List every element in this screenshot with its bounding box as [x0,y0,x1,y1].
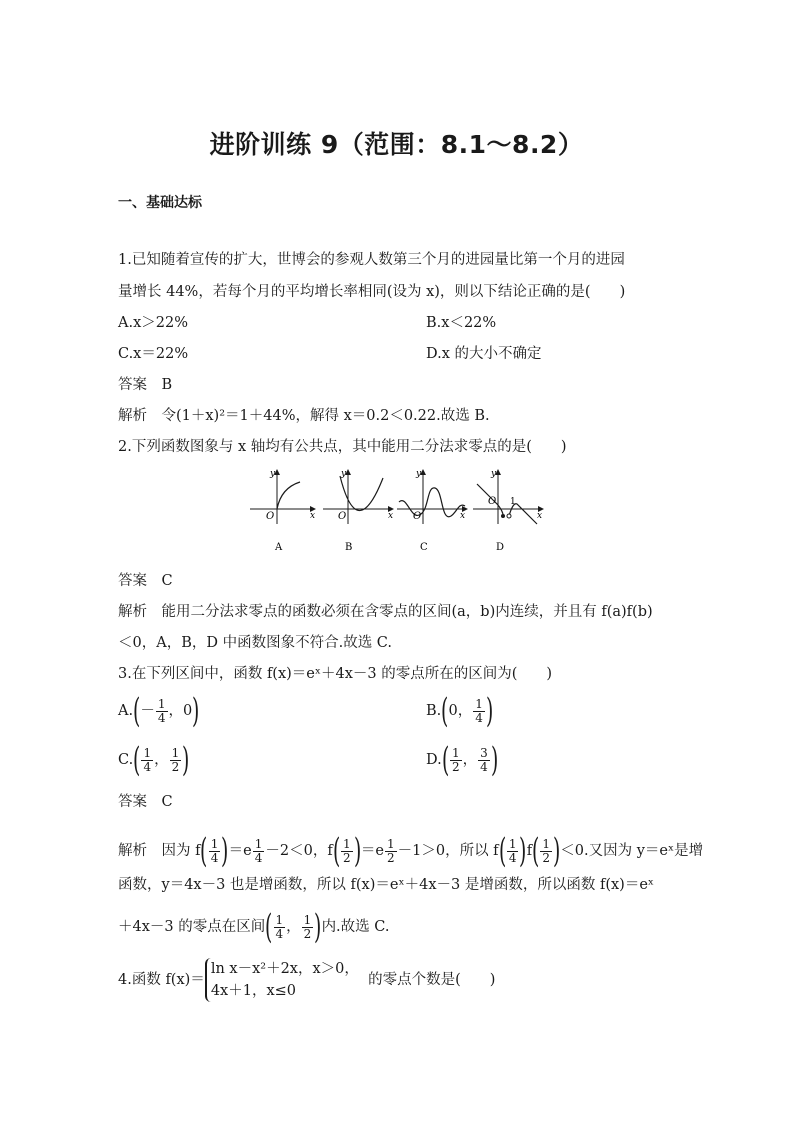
graph-a-y-label: y [270,469,276,479]
q3-answer: 答案 C [118,794,173,810]
graph-d-label: D [496,542,505,553]
graph-c-x-label: x [460,511,466,521]
q3-solution-line1: 解析 因为 f( $\frac{1}{4}$ )＝e $\frac{1}{4}$ －2＜0，f( $\frac{1}{2}$ )＝e $\frac{1}{2}$ －1＞0，所以 f( $\frac{1}{4}$ )f( $\frac{1}{2}$ )＜0.又因为 y＝eˣ是增 [118,831,704,871]
q3-option-d: D.( $\frac{1}{2}$ ， $\frac{3}{4}$ ) [426,740,499,780]
graph-a-label: A [275,542,283,553]
q1-stem-line2: 量增长 44%，若每个月的平均增长率相同(设为 x)，则以下结论正确的是( ) [118,284,626,300]
graph-c-y-label: y [416,469,422,479]
q3-option-a: A.(－ $\frac{1}{4}$ ，0) [118,691,200,731]
graph-b [323,469,393,553]
page-title: 进阶训练 9（范围：8.1～8.2） [209,130,584,159]
graph-a-x-label: x [310,511,316,521]
q1-stem-line1: 1.已知随着宣传的扩大，世博会的参观人数第三个月的进园量比第一个月的进园 [118,252,625,268]
graph-c-label: C [420,542,428,553]
graph-d-tick-one: 1 [510,497,516,507]
graph-b-origin: O [338,511,347,522]
q4-piecewise-function: ln x－x²＋2x，x＞0， 4x＋1，x≤0 [205,958,359,1002]
q3-solution-line3: ＋4x－3 的零点在区间( $\frac{1}{4}$ ， $\frac{1}{2}$ )内.故选 C. [118,907,390,947]
graph-d-x-label: x [537,511,543,521]
graph-d [473,469,543,553]
q3-stem: 3.在下列区间中，函数 f(x)＝eˣ＋4x－3 的零点所在的区间为( ) [118,666,553,682]
graph-b-y-label: y [341,469,347,479]
q2-stem: 2.下列函数图象与 x 轴均有公共点，其中能用二分法求零点的是( ) [118,439,567,455]
q3-option-b: B.(0， $\frac{1}{4}$ ) [426,691,494,731]
q1-option-b: B.x＜22% [426,315,497,331]
section-heading: 一、基础达标 [118,195,202,211]
graph-d-origin: O [488,496,497,507]
q1-solution: 解析 令(1＋x)²＝1＋44%，解得 x＝0.2＜0.22.故选 B. [118,408,490,424]
graph-c-origin: O [413,511,422,522]
q2-solution-line1: 解析 能用二分法求零点的函数必须在含零点的区间(a，b)内连续，并且有 f(a)f(b) [118,604,653,620]
q2-solution-line2: ＜0，A，B，D 中函数图象不符合.故选 C. [118,635,392,651]
q2-answer: 答案 C [118,573,173,589]
q1-option-d: D.x 的大小不确定 [426,346,542,362]
q1-answer: 答案 B [118,377,173,393]
graph-a [250,469,315,553]
graph-d-y-label: y [491,469,497,479]
q1-option-a: A.x＞22% [118,315,188,331]
q2-function-graphs [245,464,550,556]
graph-a-origin: O [266,511,275,522]
q1-option-c: C.x＝22% [118,346,189,362]
graph-c [397,469,467,553]
q3-solution-line2: 函数，y＝4x－3 也是增函数，所以 f(x)＝eˣ＋4x－3 是增函数，所以函数 f(x)＝eˣ [118,877,655,893]
q4-stem: 4.函数 f(x)＝ ln x－x²＋2x，x＞0， 4x＋1，x≤0 的零点个数是( ) [118,958,495,1002]
graph-b-label: B [345,542,353,553]
graph-a-curve [277,482,300,509]
q3-option-c: C.( $\frac{1}{4}$ ， $\frac{1}{2}$ ) [118,740,190,780]
graph-c-curve [399,488,465,517]
graph-b-curve [340,476,383,511]
graph-b-x-label: x [388,511,394,521]
